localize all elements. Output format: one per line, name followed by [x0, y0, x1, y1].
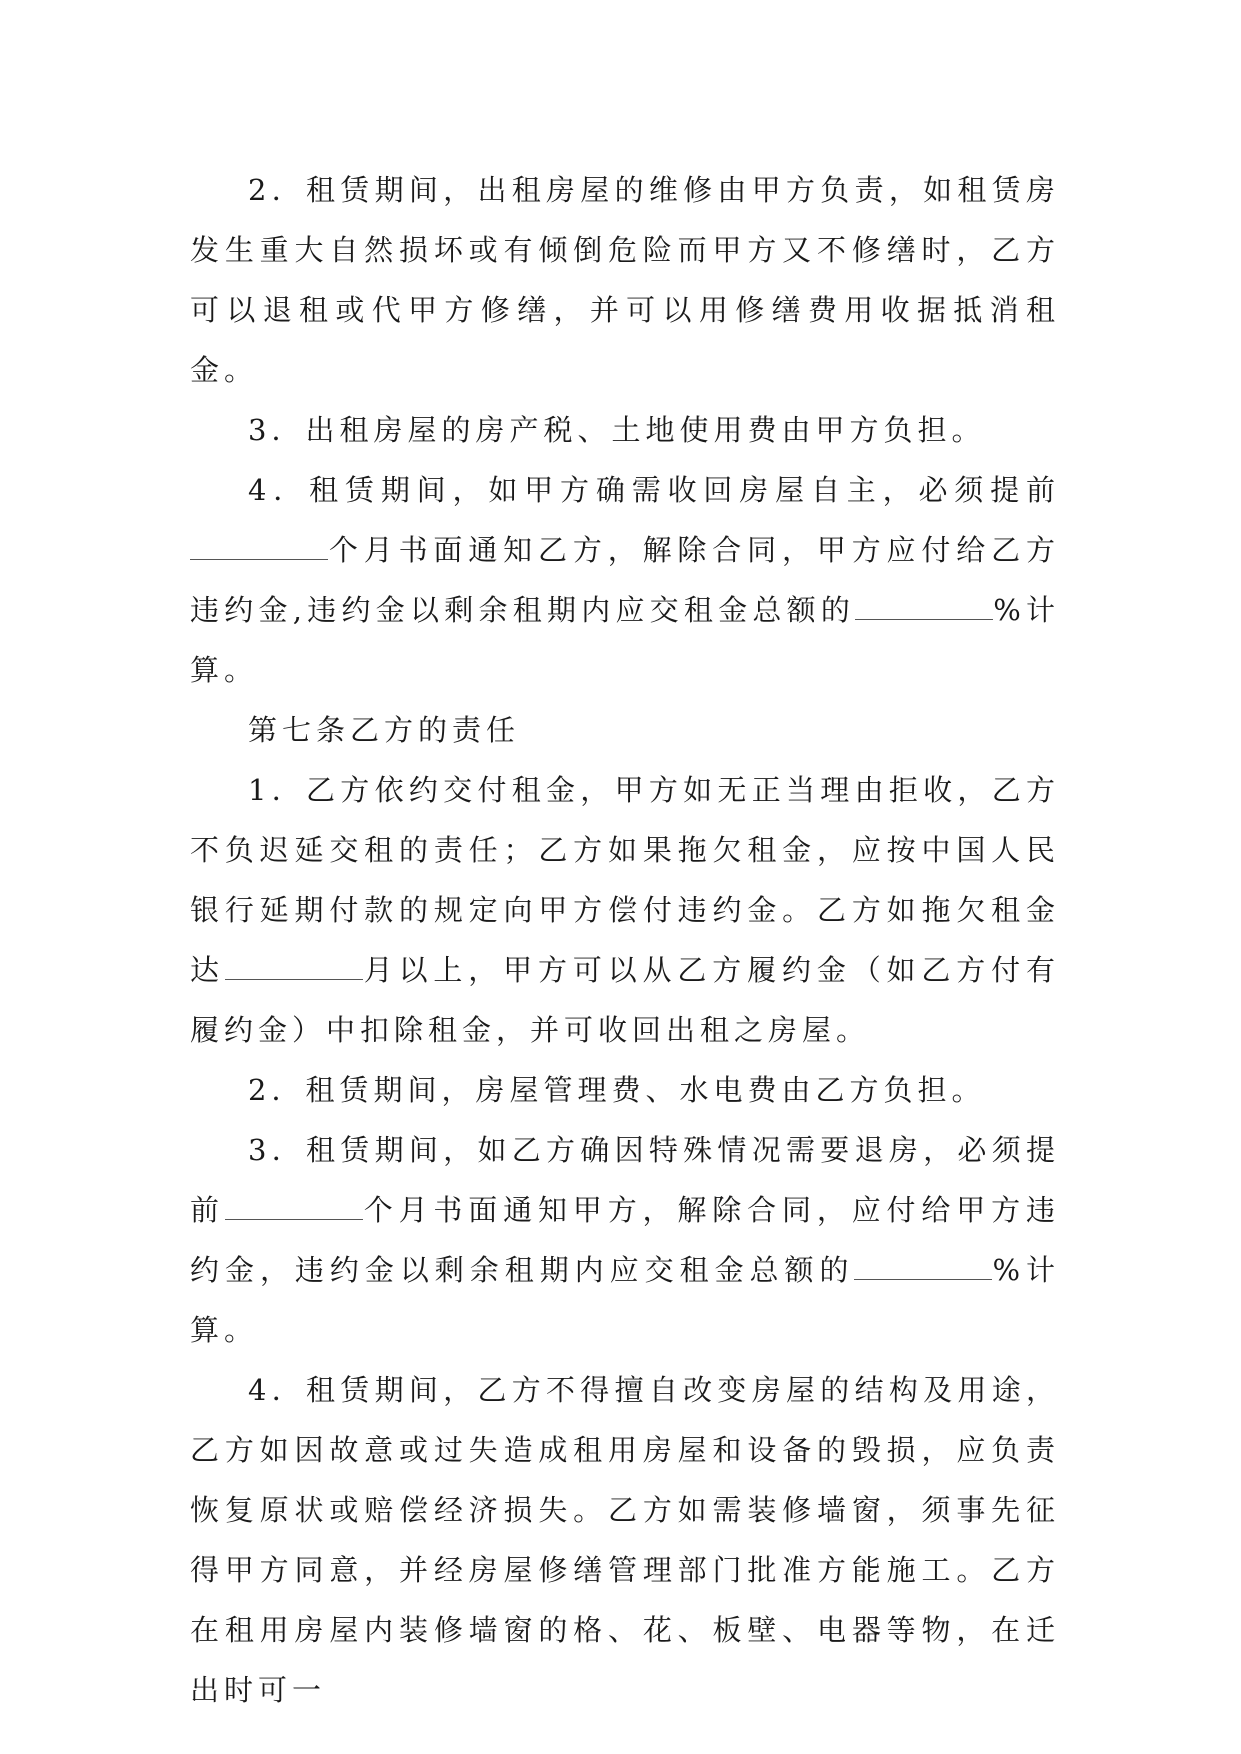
paragraph-rent-payment — [190, 760, 1060, 1060]
blank-percent-field — [855, 599, 993, 620]
paragraph-property-tax — [190, 400, 1060, 460]
paragraph-text: 2．租赁期间，房屋管理费、水电费由乙方负担。 — [248, 1073, 986, 1107]
paragraph-tenant-early-termination — [190, 1120, 1060, 1360]
paragraph-text: 个月书面通知甲方，解除合同，应付给甲方违约金，违约金以剩余租期内应交租金总额的 — [190, 1193, 1060, 1287]
paragraph-text: 月以上，甲方可以从乙方履约金（如乙方付有履约金）中扣除租金，并可收回出租之房屋。 — [190, 953, 1060, 1047]
blank-months-field — [225, 1199, 363, 1220]
paragraph-text: 4．租赁期间，如甲方确需收回房屋自主，必须提前 — [248, 473, 1060, 507]
paragraph-text: 4．租赁期间，乙方不得擅自改变房屋的结构及用途，乙方如因故意或过失造成租用房屋和设备的毁损，应负责恢复原状或赔偿经济损失。乙方如需装修墙窗，须事先征得甲方同意，并经房屋修缮管理部门批准方能施工。乙方在租用房屋内装修墙窗的格、花、板壁、电器等物，在迁出时可一 — [190, 1373, 1060, 1707]
paragraph-text: 1．乙方依约交付租金，甲方如无正当理由拒收，乙方不负迟延交租的责任；乙方如果拖欠租金，应按中国人民银行延期付款的规定向甲方偿付违约金。乙方如拖欠租金达 — [190, 773, 1060, 987]
section-heading — [190, 700, 1060, 760]
paragraph-text: %计算。 — [190, 1253, 1060, 1347]
blank-months-field — [225, 959, 363, 980]
paragraph-text: 个月书面通知乙方，解除合同，甲方应付给乙方违约金,违约金以剩余租期内应交租金总额的 — [190, 533, 1060, 627]
paragraph-text: 2．租赁期间，出租房屋的维修由甲方负责，如租赁房发生重大自然损坏或有倾倒危险而甲方又不修缮时，乙方可以退租或代甲方修缮，并可以用修缮费用收据抵消租金。 — [190, 173, 1060, 387]
blank-months-field — [190, 539, 328, 560]
paragraph-repair-responsibility — [190, 160, 1060, 400]
paragraph-utility-fees — [190, 1060, 1060, 1120]
document-body — [190, 160, 1060, 1720]
paragraph-text: 3．租赁期间，如乙方确因特殊情况需要退房，必须提前 — [190, 1133, 1060, 1227]
paragraph-structure-alteration — [190, 1360, 1060, 1720]
paragraph-landlord-early-termination — [190, 460, 1060, 700]
heading-text: 第七条乙方的责任 — [248, 713, 521, 747]
paragraph-text: %计算。 — [190, 593, 1060, 687]
paragraph-text: 3．出租房屋的房产税、土地使用费由甲方负担。 — [248, 413, 986, 447]
blank-percent-field — [854, 1259, 992, 1280]
